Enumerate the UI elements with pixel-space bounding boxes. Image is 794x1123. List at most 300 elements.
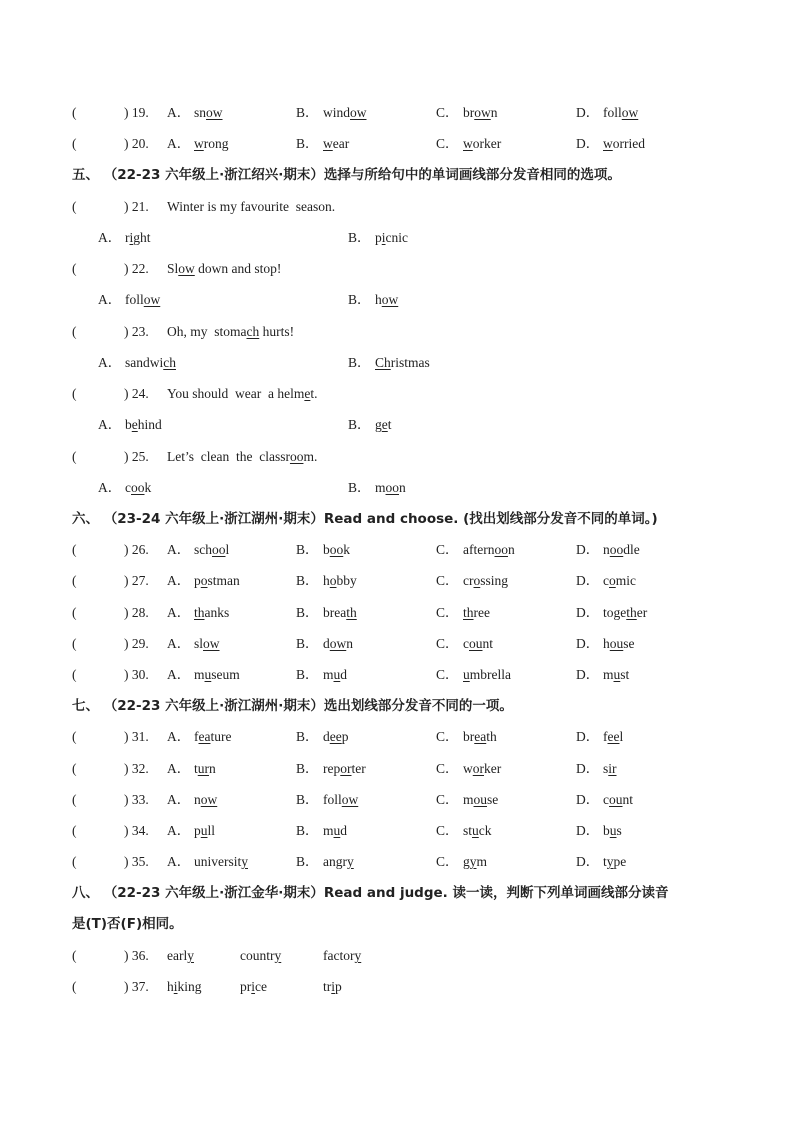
word-part: orried	[612, 136, 645, 151]
option-word	[125, 415, 162, 435]
option-letter[interactable]: B．	[296, 729, 319, 744]
option-word	[323, 727, 348, 747]
option-letter[interactable]: D．	[576, 792, 600, 807]
section-title: 七、 （22-23 六年级上·浙江湖州·期末）选出划线部分发音不同的一项。	[72, 698, 513, 714]
option-word	[194, 603, 229, 623]
option-letter[interactable]: C．	[436, 761, 459, 776]
word-part: rep	[323, 761, 341, 776]
answer-bracket[interactable]: (	[72, 761, 77, 776]
question-row	[0, 603, 794, 623]
word-part: n	[346, 636, 353, 651]
word-part: p	[375, 230, 382, 245]
underlined-part: w	[463, 136, 473, 151]
answer-bracket[interactable]: (	[72, 136, 77, 151]
judge-word	[167, 977, 202, 997]
question-number: ) 22.	[124, 261, 149, 276]
option-word	[323, 540, 350, 560]
word-part: m	[194, 667, 205, 682]
option-word	[194, 540, 229, 560]
option-word	[603, 852, 626, 872]
option-word	[603, 821, 622, 841]
underlined-part: ur	[197, 761, 210, 776]
underlined-part: ow	[206, 105, 223, 120]
underlined-part: i	[331, 979, 336, 994]
option-word	[463, 727, 497, 747]
question-number: ) 27.	[124, 573, 149, 588]
word-part: st	[463, 823, 473, 838]
option-letter[interactable]: A．	[167, 573, 191, 588]
option-letter[interactable]: B．	[296, 792, 319, 807]
question-sentence	[167, 447, 317, 467]
judge-word	[240, 977, 267, 997]
word-part: sn	[194, 105, 207, 120]
question-row	[0, 103, 794, 123]
option-letter[interactable]: A．	[167, 542, 191, 557]
word-part: se	[487, 792, 499, 807]
word-part: ck	[478, 823, 492, 838]
option-word	[603, 103, 638, 123]
option-letter[interactable]: D．	[576, 105, 600, 120]
underlined-part: u	[609, 823, 617, 838]
question-row	[0, 197, 794, 217]
underlined-part: u	[200, 823, 208, 838]
word-part: g	[375, 417, 382, 432]
word-part: ter	[351, 761, 366, 776]
underlined-part: oo	[494, 542, 508, 557]
word-part: th	[486, 729, 497, 744]
word-part: p	[194, 573, 201, 588]
question-number: ) 28.	[124, 605, 149, 620]
word-part: n	[194, 792, 201, 807]
word-part: nt	[622, 792, 634, 807]
word-part: se	[623, 636, 635, 651]
option-word	[375, 478, 406, 498]
underlined-part: ee	[607, 729, 620, 744]
word-part: angr	[323, 854, 347, 869]
word-part: hind	[137, 417, 162, 432]
word-part: d	[340, 823, 348, 838]
option-word	[194, 134, 229, 154]
option-letter[interactable]: A．	[167, 636, 191, 651]
word-part: mic	[615, 573, 636, 588]
judge-word	[323, 946, 361, 966]
options-row	[0, 415, 794, 435]
option-letter[interactable]: D．	[576, 823, 600, 838]
word-part: sl	[194, 636, 204, 651]
option-letter[interactable]: D．	[576, 636, 600, 651]
option-letter[interactable]: B．	[348, 355, 371, 370]
word-part: pr	[240, 979, 252, 994]
judge-word	[240, 946, 281, 966]
option-word	[125, 228, 151, 248]
answer-bracket[interactable]: (	[72, 199, 77, 214]
option-letter[interactable]: D．	[576, 136, 600, 151]
option-letter[interactable]: B．	[296, 761, 319, 776]
judge-word	[323, 977, 342, 997]
underlined-part: th	[346, 605, 357, 620]
option-letter[interactable]: B．	[296, 105, 319, 120]
option-letter[interactable]: B．	[348, 230, 371, 245]
answer-bracket[interactable]: (	[72, 105, 77, 120]
option-letter[interactable]: B．	[348, 292, 371, 307]
option-word	[323, 665, 347, 685]
word-part: s	[616, 823, 622, 838]
option-letter[interactable]: D．	[576, 667, 600, 682]
option-word	[194, 790, 217, 810]
answer-bracket[interactable]: (	[72, 667, 77, 682]
underlined-part: th	[626, 605, 637, 620]
option-word	[194, 571, 240, 591]
word-part: k	[343, 542, 350, 557]
question-number: ) 26.	[124, 542, 149, 557]
option-word	[603, 603, 647, 623]
underlined-part: i	[251, 979, 256, 994]
option-word	[603, 759, 617, 779]
sentence-part: Sl	[167, 261, 179, 276]
option-word	[463, 134, 501, 154]
option-word	[603, 790, 633, 810]
option-letter[interactable]: B．	[348, 417, 371, 432]
answer-bracket[interactable]: (	[72, 948, 77, 963]
word-part: b	[125, 417, 132, 432]
section-heading	[0, 696, 794, 716]
option-letter[interactable]: C．	[436, 573, 459, 588]
underlined-part: ou	[469, 636, 483, 651]
word-part: f	[194, 729, 199, 744]
option-word	[375, 290, 398, 310]
word-part: sch	[194, 542, 212, 557]
underlined-part: o	[329, 573, 337, 588]
word-part: h	[375, 292, 382, 307]
underlined-part: ea	[474, 729, 487, 744]
word-part: h	[167, 979, 174, 994]
word-part: m	[463, 792, 474, 807]
option-letter[interactable]: A．	[167, 729, 191, 744]
option-word	[603, 665, 629, 685]
underlined-part: ow	[621, 105, 639, 120]
option-letter[interactable]: A．	[167, 823, 191, 838]
option-letter[interactable]: D．	[576, 854, 600, 869]
word-part: n	[507, 542, 515, 557]
option-letter[interactable]: C．	[436, 136, 459, 151]
question-number: ) 36.	[124, 948, 149, 963]
word-part: h	[323, 573, 330, 588]
underlined-part: ow	[329, 636, 347, 651]
underlined-part: ow	[203, 636, 220, 651]
underlined-part: w	[323, 136, 333, 151]
question-sentence	[167, 322, 294, 342]
section-title: 八、 （22-23 六年级上·浙江金华·期末）Read and judge. 读一读，判断下列单词画线部分读音	[72, 885, 669, 901]
word-part: foll	[603, 105, 622, 120]
word-part: n	[490, 105, 498, 120]
word-part: br	[463, 729, 475, 744]
option-letter[interactable]: A．	[98, 480, 122, 495]
word-part: ture	[210, 729, 232, 744]
underlined-part: w	[603, 136, 613, 151]
underlined-part: or	[340, 761, 352, 776]
underlined-part: ow	[350, 105, 367, 120]
answer-bracket[interactable]: (	[72, 979, 77, 994]
word-part: ght	[133, 230, 151, 245]
underlined-part: y	[469, 854, 477, 869]
answer-bracket[interactable]: (	[72, 605, 77, 620]
option-letter[interactable]: B．	[348, 480, 371, 495]
word-part: m	[375, 480, 386, 495]
option-letter[interactable]: C．	[436, 667, 459, 682]
option-letter[interactable]: A．	[167, 667, 191, 682]
sentence-part: t.	[310, 386, 318, 401]
option-letter[interactable]: B．	[296, 636, 319, 651]
options-row	[0, 478, 794, 498]
option-word	[463, 571, 508, 591]
option-word	[323, 759, 366, 779]
answer-bracket[interactable]: (	[72, 823, 77, 838]
option-word	[323, 852, 354, 872]
word-part: n	[603, 542, 610, 557]
word-part: br	[463, 105, 475, 120]
question-row	[0, 634, 794, 654]
question-number: ) 37.	[124, 979, 149, 994]
underlined-part: Ch	[375, 355, 391, 370]
word-part: bby	[336, 573, 357, 588]
option-letter[interactable]: C．	[436, 792, 459, 807]
sentence-part: You should wear a helm	[167, 386, 305, 401]
word-part: m	[323, 667, 334, 682]
option-word	[463, 634, 493, 654]
question-number: ) 24.	[124, 386, 149, 401]
underlined-part: u	[472, 823, 479, 838]
option-letter[interactable]: C．	[436, 823, 459, 838]
answer-bracket[interactable]: (	[72, 261, 77, 276]
option-word	[323, 821, 347, 841]
word-part: m	[323, 823, 334, 838]
question-number: ) 19.	[124, 105, 149, 120]
option-letter[interactable]: A．	[98, 417, 122, 432]
option-word	[194, 852, 248, 872]
underlined-part: or	[472, 761, 484, 776]
word-part: h	[603, 636, 610, 651]
word-part: t	[194, 761, 198, 776]
question-number: ) 34.	[124, 823, 149, 838]
option-letter[interactable]: D．	[576, 542, 600, 557]
option-letter[interactable]: D．	[576, 573, 600, 588]
word-part: c	[125, 480, 131, 495]
underlined-part: ow	[200, 792, 218, 807]
word-part: d	[323, 636, 330, 651]
option-word	[194, 759, 216, 779]
underlined-part: o	[473, 573, 481, 588]
underlined-part: y	[241, 854, 248, 869]
question-number: ) 33.	[124, 792, 149, 807]
question-row	[0, 727, 794, 747]
word-part: s	[603, 761, 609, 776]
option-letter[interactable]: B．	[296, 854, 319, 869]
option-word	[323, 790, 358, 810]
option-letter[interactable]: D．	[576, 605, 600, 620]
question-row	[0, 322, 794, 342]
option-word	[323, 634, 353, 654]
word-part: king	[177, 979, 202, 994]
underlined-part: u	[204, 667, 212, 682]
sentence-part: Let’s clean the classr	[167, 449, 290, 464]
answer-bracket[interactable]: (	[72, 729, 77, 744]
section-title-continued: 是(T)否(F)相同。	[72, 916, 183, 932]
word-part: l	[225, 542, 230, 557]
word-part: pe	[613, 854, 627, 869]
option-word	[603, 727, 623, 747]
option-letter[interactable]: C．	[436, 636, 459, 651]
word-part: wind	[323, 105, 350, 120]
options-row	[0, 353, 794, 373]
question-row	[0, 821, 794, 841]
question-row	[0, 759, 794, 779]
word-part: d	[323, 729, 330, 744]
answer-bracket[interactable]: (	[72, 324, 77, 339]
underlined-part: y	[606, 854, 614, 869]
answer-bracket[interactable]: (	[72, 386, 77, 401]
question-row	[0, 384, 794, 404]
underlined-part: w	[194, 136, 204, 151]
option-letter[interactable]: C．	[436, 854, 459, 869]
underlined-part: i	[129, 230, 134, 245]
answer-bracket[interactable]: (	[72, 792, 77, 807]
option-letter[interactable]: D．	[576, 761, 600, 776]
option-letter[interactable]: B．	[296, 605, 319, 620]
underlined-part: y	[354, 948, 362, 963]
option-letter[interactable]: C．	[436, 105, 459, 120]
option-word	[463, 665, 511, 685]
option-word	[194, 821, 215, 841]
underlined-part: ch	[163, 355, 176, 370]
option-letter[interactable]: A．	[98, 230, 122, 245]
answer-bracket[interactable]: (	[72, 854, 77, 869]
option-letter[interactable]: B．	[296, 136, 319, 151]
option-word	[375, 353, 430, 373]
underlined-part: ee	[329, 729, 342, 744]
word-part: g	[463, 854, 470, 869]
underlined-part: u	[463, 667, 470, 682]
question-sentence	[167, 197, 335, 217]
option-letter[interactable]: C．	[436, 605, 459, 620]
answer-bracket[interactable]: (	[72, 573, 77, 588]
option-word	[323, 134, 349, 154]
word-part: ce	[255, 979, 267, 994]
option-letter[interactable]: A．	[167, 136, 191, 151]
underlined-part: ow	[178, 261, 195, 276]
option-letter[interactable]: A．	[167, 792, 191, 807]
option-word	[194, 727, 231, 747]
question-row	[0, 946, 794, 966]
word-part: t	[603, 854, 607, 869]
sentence-part: Winter is my favourite season.	[167, 199, 336, 214]
option-word	[375, 415, 392, 435]
option-word	[603, 540, 640, 560]
word-part: ree	[473, 605, 490, 620]
word-part: seum	[211, 667, 240, 682]
word-part: ker	[484, 761, 502, 776]
option-letter[interactable]: D．	[576, 729, 600, 744]
word-part: orker	[472, 136, 502, 151]
option-letter[interactable]: A．	[98, 292, 122, 307]
option-letter[interactable]: B．	[296, 823, 319, 838]
option-word	[375, 228, 408, 248]
underlined-part: ou	[609, 792, 623, 807]
option-word	[463, 821, 492, 841]
underlined-part: ea	[198, 729, 211, 744]
option-letter[interactable]: C．	[436, 542, 459, 557]
option-letter[interactable]: A．	[167, 761, 191, 776]
underlined-part: u	[333, 823, 341, 838]
option-letter[interactable]: B．	[296, 573, 319, 588]
section-heading	[0, 165, 794, 185]
underlined-part: oo	[609, 542, 624, 557]
question-number: ) 23.	[124, 324, 149, 339]
option-letter[interactable]: C．	[436, 729, 459, 744]
underlined-part: oo	[385, 480, 400, 495]
word-part: n	[399, 480, 406, 495]
word-part: rong	[203, 136, 229, 151]
option-letter[interactable]: A．	[98, 355, 122, 370]
option-word	[463, 603, 490, 623]
underlined-part: ou	[609, 636, 624, 651]
question-row	[0, 977, 794, 997]
underlined-part: oo	[212, 542, 226, 557]
question-number: ) 25.	[124, 449, 149, 464]
question-number: ) 29.	[124, 636, 149, 651]
underlined-part: ir	[608, 761, 617, 776]
underlined-part: i	[173, 979, 178, 994]
question-number: ) 31.	[124, 729, 149, 744]
section-heading	[0, 883, 794, 903]
answer-bracket[interactable]: (	[72, 449, 77, 464]
word-part: universit	[194, 854, 242, 869]
option-word	[603, 634, 635, 654]
word-part: st	[620, 667, 630, 682]
underlined-part: th	[194, 605, 205, 620]
underlined-part: ow	[381, 292, 399, 307]
word-part: w	[463, 761, 473, 776]
word-part: tr	[323, 979, 332, 994]
word-part: er	[636, 605, 648, 620]
underlined-part: ou	[473, 792, 488, 807]
underlined-part: o	[609, 573, 616, 588]
option-letter[interactable]: B．	[296, 542, 319, 557]
word-part: cnic	[385, 230, 409, 245]
option-word	[323, 103, 367, 123]
option-word	[194, 634, 220, 654]
answer-bracket[interactable]: (	[72, 636, 77, 651]
word-part: earl	[167, 948, 188, 963]
word-part: nt	[482, 636, 494, 651]
question-sentence	[167, 259, 281, 279]
question-sentence	[167, 384, 318, 404]
option-word	[463, 759, 501, 779]
answer-bracket[interactable]: (	[72, 542, 77, 557]
option-letter[interactable]: A．	[167, 105, 191, 120]
word-part: b	[323, 542, 330, 557]
option-letter[interactable]: A．	[167, 854, 191, 869]
word-part: mbrella	[469, 667, 511, 682]
question-number: ) 30.	[124, 667, 149, 682]
word-part: c	[463, 636, 469, 651]
word-part: countr	[240, 948, 275, 963]
word-part: ssing	[480, 573, 509, 588]
section-title: 五、 （22-23 六年级上·浙江绍兴·期末）选择与所给句中的单词画线部分发音相同的选项。	[72, 167, 621, 183]
sentence-part: m.	[303, 449, 318, 464]
word-part: c	[603, 792, 609, 807]
option-letter[interactable]: A．	[167, 605, 191, 620]
option-letter[interactable]: B．	[296, 667, 319, 682]
